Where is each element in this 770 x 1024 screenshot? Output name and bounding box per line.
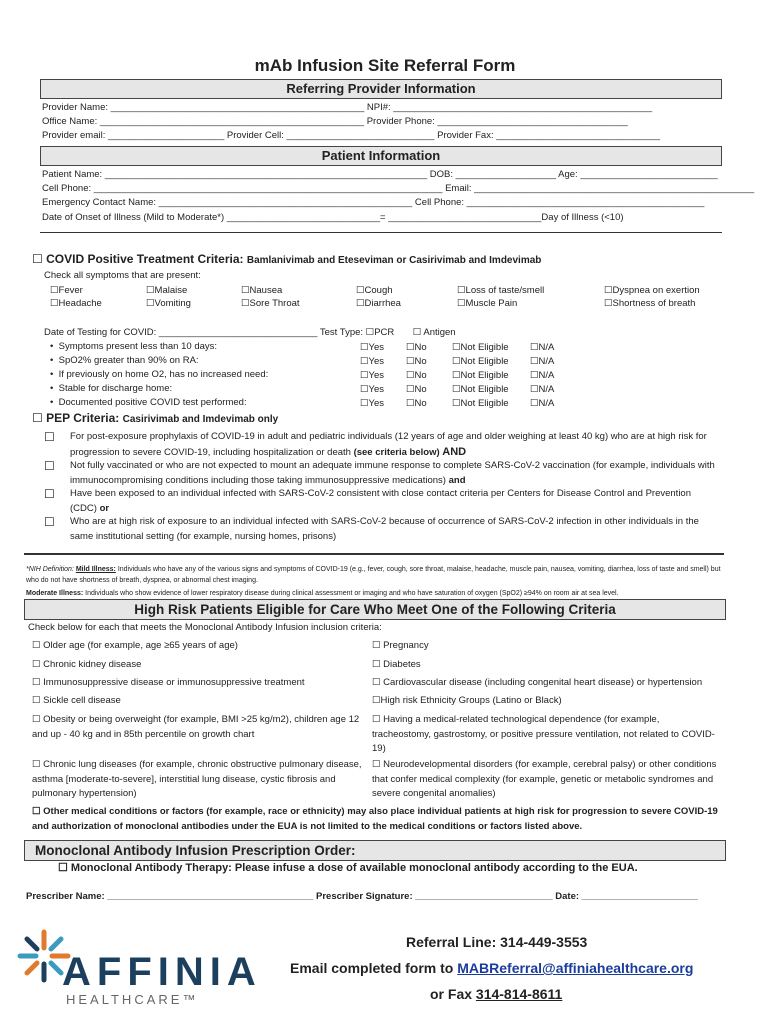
symptom-instructions: Check all symptoms that are present:	[44, 270, 201, 281]
patient-section-title: Patient Information	[321, 148, 441, 163]
pep-item-4: Who are at high risk of exposure to an individual infected with SARS-CoV-2 because of occurrence of SARS-CoV-2 infection in other individuals in the same institutional setting (for example, nursing homes, prisons)	[70, 516, 699, 542]
no-column[interactable]: ☐No ☐No ☐No ☐No ☐No	[406, 342, 427, 409]
checkbox-icon[interactable]: ☐	[32, 411, 43, 425]
email-link[interactable]: MABReferral@affiniahealthcare.org	[457, 960, 694, 976]
pep-checkbox-4[interactable]: ☐	[44, 515, 55, 529]
moderate-definition: Moderate Illness: Individuals who show evidence of lower respiratory disease during clinical assessment or imaging and who have saturation of oxygen (SpO2) ≥94% on room air at sea level.	[26, 590, 619, 597]
pcr-option: PCR	[374, 327, 395, 338]
pep-item-1: For post-exposure prophylaxis of COVID-19 in adult and pediatric individuals (12 years of age and older weighing at least 40 kg) who are at high risk for progression to severe COVID-19, including hospitalization or death (see criteria below) AND	[70, 431, 707, 458]
risk-immuno[interactable]: ☐ Immunosuppressive disease or immunosuppressive treatment	[32, 677, 305, 688]
symptom-loss-of-taste[interactable]: ☐Loss of taste/smell	[457, 285, 545, 296]
pep-drugs: Casirivimab and Imdevimab only	[122, 414, 279, 425]
therapy-option[interactable]: ☐ Monoclonal Antibody Therapy: Please infuse a dose of available monoclonal antibody according to the EUA.	[58, 862, 638, 874]
covid-criteria[interactable]	[32, 252, 541, 266]
yes-column[interactable]: ☐Yes ☐Yes ☐Yes ☐Yes ☐Yes	[360, 342, 385, 409]
criteria-item: • Documented positive COVID test performed:	[50, 397, 247, 408]
risk-cardiovascular[interactable]: ☐ Cardiovascular disease (including congenital heart disease) or hypertension	[372, 677, 703, 688]
symptom-shortness-of-breath[interactable]: ☐Shortness of breath	[604, 298, 696, 309]
high-risk-intro: Check below for each that meets the Monoclonal Antibody Infusion inclusion criteria:	[28, 622, 382, 633]
symptom-vomiting[interactable]: ☐Vomiting	[146, 298, 191, 309]
antigen-option: Antigen	[423, 327, 456, 338]
patient-section-header	[40, 146, 722, 166]
provider-section-header	[40, 79, 722, 99]
divider	[40, 232, 722, 233]
pep-item-3: Have been exposed to an individual infected with SARS-CoV-2 consistent with close contact criteria per Centers for Disease Control and Prevention (CDC) or	[70, 488, 691, 514]
patient-name-line[interactable]: Patient Name: _____________________________________________________________ DOB: ___________________ Age: __________________________	[42, 169, 718, 180]
risk-kidney[interactable]: ☐ Chronic kidney disease	[32, 659, 142, 670]
covid-criteria-label: COVID Positive Treatment Criteria:	[46, 252, 244, 266]
fax-number: 314-814-8611	[475, 986, 563, 1002]
checkbox-icon[interactable]: ☐	[32, 252, 43, 266]
not-eligible-column[interactable]: ☐Not Eligible ☐Not Eligible ☐Not Eligible ☐Not Eligible ☐Not Eligible	[452, 342, 509, 409]
provider-email-line[interactable]: Provider email: ______________________ Provider Cell: ____________________________ Provider Fax: _______________________________	[42, 130, 661, 141]
order-header	[24, 840, 726, 861]
criteria-item: • If previously on home O2, has no increased need:	[50, 369, 269, 380]
symptom-headache[interactable]: ☐Headache	[50, 298, 102, 309]
symptom-muscle-pain[interactable]: ☐Muscle Pain	[457, 298, 518, 309]
risk-tech-dependence[interactable]: ☐ Having a medical-related technological dependence (for example, tracheostomy, gastrostomy, or positive pressure ventilation, not related to COVID-19)	[372, 714, 715, 754]
affinia-logo-text: AFFINIA	[62, 950, 262, 994]
divider	[24, 553, 724, 555]
na-column[interactable]: ☐N/A ☐N/A ☐N/A ☐N/A ☐N/A	[530, 342, 555, 409]
pep-checkbox-1[interactable]: ☐	[44, 430, 55, 444]
patient-cell-line[interactable]: Cell Phone: __________________________________________________________________ Email: _____________________________________________________	[42, 183, 755, 194]
provider-name-line[interactable]: Provider Name: ________________________________________________ NPI#: _________________________________________________	[42, 102, 653, 113]
high-risk-title: High Risk Patients Eligible for Care Who Meet One of the Following Criteria	[134, 602, 616, 617]
risk-lung[interactable]: ☐ Chronic lung diseases (for example, chronic obstructive pulmonary disease, asthma [moderate-to-severe], interstitial lung disease, cystic fibrosis and pulmonary hypertension)	[32, 759, 362, 799]
order-title: Monoclonal Antibody Infusion Prescription Order:	[35, 843, 356, 858]
symptom-cough[interactable]: ☐Cough	[356, 285, 393, 296]
affinia-logo-sub: HEALTHCARE™	[66, 992, 199, 1007]
provider-section-title: Referring Provider Information	[286, 81, 476, 96]
emergency-contact-line[interactable]: Emergency Contact Name: ________________________________________________ Cell Phone: _____________________________________________	[42, 197, 705, 208]
criteria-item: • Symptoms present less than 10 days:	[50, 341, 218, 352]
symptom-malaise[interactable]: ☐Malaise	[146, 285, 188, 296]
onset-date-line[interactable]: Date of Onset of Illness (Mild to Moderate*) _____________________________= _____________________________Day of Illness (<10)	[42, 212, 624, 223]
risk-diabetes[interactable]: ☐ Diabetes	[372, 659, 421, 670]
pep-checkbox-2[interactable]: ☐	[44, 459, 55, 473]
pep-criteria-label: PEP Criteria:	[46, 411, 120, 425]
symptom-fever[interactable]: ☐Fever	[50, 285, 83, 296]
page-title: mAb Infusion Site Referral Form	[254, 56, 516, 75]
pep-item-2: Not fully vaccinated or who are not expected to mount an adequate immune response to complete SARS-CoV-2 vaccination (for example, individuals with immunocompromising conditions including those taking immunosuppressive medications) and	[70, 460, 715, 486]
criteria-item: • Stable for discharge home:	[50, 383, 173, 394]
risk-sickle-cell[interactable]: ☐ Sickle cell disease	[32, 695, 121, 706]
covid-drugs: Bamlanivimab and Eteseviman or Casirivimab and Imdevimab	[246, 255, 542, 266]
office-name-line[interactable]: Office Name: __________________________________________________ Provider Phone: ____________________________________	[42, 116, 628, 127]
pep-checkbox-3[interactable]: ☐	[44, 487, 55, 501]
fax-line: or Fax 314-814-8611	[430, 986, 563, 1002]
risk-older-age[interactable]: ☐ Older age (for example, age ≥65 years of age)	[32, 640, 238, 651]
risk-pregnancy[interactable]: ☐ Pregnancy	[372, 640, 429, 651]
high-risk-header	[24, 599, 726, 620]
nih-definition: *NIH Definition: Mild Illness: Individuals who have any of the various signs and symptoms of COVID-19 (e.g., fever, cough, sore throat, malaise, headache, muscle pain, nausea, vomiting, diarrhea, loss of taste and smell) but who do not have shortness of breath, dyspnea, or abnormal chest imaging.	[26, 566, 721, 584]
symptom-nausea[interactable]: ☐Nausea	[241, 285, 283, 296]
testing-date-line[interactable]: Date of Testing for COVID: ______________________________ Test Type: ☐PCR ☐ Antigen	[44, 327, 456, 338]
risk-other[interactable]: ☐ Other medical conditions or factors (for example, race or ethnicity) may also place individual patients at high risk for progression to severe COVID-19 and authorization of monoclonal antibodies under the EUA is not limited to the medical conditions or factors listed above.	[32, 806, 718, 832]
criteria-item: • SpO2% greater than 90% on RA:	[50, 355, 199, 366]
pep-criteria[interactable]	[32, 411, 278, 425]
symptom-sore-throat[interactable]: ☐Sore Throat	[241, 298, 300, 309]
symptom-dyspnea[interactable]: ☐Dyspnea on exertion	[604, 285, 700, 296]
referral-line: Referral Line: 314-449-3553	[406, 934, 588, 950]
email-line: Email completed form to MABReferral@affiniahealthcare.org	[290, 960, 694, 976]
symptom-diarrhea[interactable]: ☐Diarrhea	[356, 298, 401, 309]
risk-ethnicity[interactable]: ☐High risk Ethnicity Groups (Latino or Black)	[372, 695, 562, 706]
prescriber-line[interactable]: Prescriber Name: _______________________________________ Prescriber Signature: __________________________ Date: ______________________	[26, 891, 698, 902]
risk-neurodevelopmental[interactable]: ☐ Neurodevelopmental disorders (for example, cerebral palsy) or other conditions that confer medical complexity (for example, genetic or metabolic syndromes and severe congenital anomalies)	[372, 759, 717, 799]
risk-obesity[interactable]: ☐ Obesity or being overweight (for example, BMI >25 kg/m2), children age 12 and up - 40 kg and in 85th percentile on growth chart	[32, 714, 360, 740]
